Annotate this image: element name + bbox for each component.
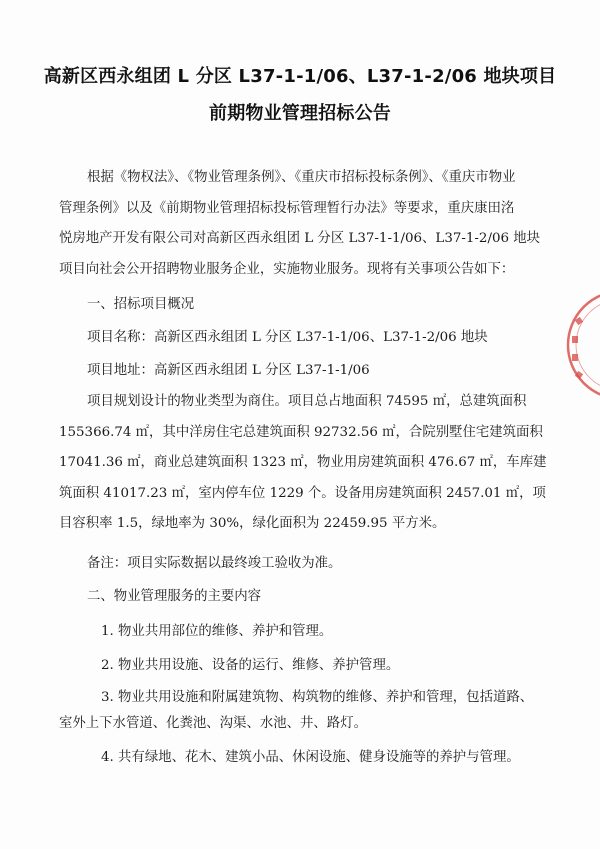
description-line: 155366.74 ㎡，其中洋房住宅总建筑面积 92732.56 ㎡，合院别墅住宅建筑面积 [59,424,543,440]
project-note: 备注：项目实际数据以最终竣工验收为准。 [87,556,342,571]
description-line: 筑面积 41017.23 ㎡，室内停车位 1229 个。设备用房建筑面积 2457.01 ㎡，项 [59,485,546,501]
document-title-line2: 前期物业管理招标公告 [209,103,391,124]
company-seal-stamp [560,280,600,410]
section1-heading: 一、招标项目概况 [87,297,195,312]
description-line: 17041.36 ㎡，商业总建筑面积 1323 ㎡，物业用房建筑面积 476.67 ㎡，车库建 [59,455,547,470]
service-item-1: 1. 物业共用部位的维修、养护和管理。 [101,624,333,639]
intro-paragraph [59,163,547,285]
intro-line: 项目向社会公开招聘物业服务企业，实施物业服务。现将有关事项公告如下： [59,261,515,277]
service-item-3-line2: 室外上下水管道、化粪池、沟渠、水池、井、路灯。 [59,716,367,731]
project-address: 项目地址：高新区西永组团 L 分区 L37-1-1/06 [87,363,370,378]
document-title-line1: 高新区西永组团 L 分区 L37-1-1/06、L37-1-2/06 地块项目 [43,66,557,87]
intro-line: 根据《物权法》、《物业管理条例》、《重庆市招标投标条例》、《重庆市物业 [87,170,516,185]
service-item-4: 4. 共有绿地、花木、建筑小品、休闲设施、健身设施等的养护与管理。 [101,750,520,765]
intro-line: 管理条例》以及《前期物业管理招标投标管理暂行办法》等要求，重庆康田洺 [59,200,515,216]
service-item-3-line1: 3. 物业共用设施和附属建筑物、构筑物的维修、养护和管理，包括道路、 [101,690,534,705]
project-description [59,387,547,540]
service-item-2: 2. 物业共用设施、设备的运行、维修、养护管理。 [101,658,400,673]
intro-line: 悦房地产开发有限公司对高新区西永组团 L 分区 L37-1-1/06、L37-1-2/06 地块 [59,231,541,246]
description-line: 项目规划设计的物业类型为商住。项目总占地面积 74595 ㎡，总建筑面积 [87,394,527,409]
description-line: 目容积率 1.5，绿地率为 30%，绿化面积为 22459.95 平方米。 [59,516,446,531]
project-name: 项目名称：高新区西永组团 L 分区 L37-1-1/06、L37-1-2/06 地块 [87,330,488,345]
section2-heading: 二、物业管理服务的主要内容 [87,589,262,604]
